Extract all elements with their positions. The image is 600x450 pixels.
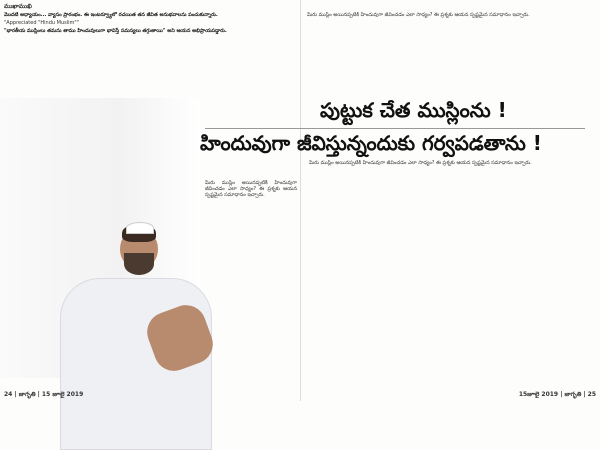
- article-column-left: మీరు ముస్లిం అయినప్పటికీ హిందువుగా జీవించడం ఎలా సాధ్యం? ఈ ప్రశ్నకు ఆయన స్పష్టమైన సమాధానం ఇచ్చారు.: [205, 180, 297, 199]
- section-tag: ముఖాముఖి: [4, 3, 32, 10]
- article-column-right: మీరు ముస్లిం అయినప్పటికీ హిందువుగా జీవించడం ఎలా సాధ్యం? ఈ ప్రశ్నకు ఆయన స్పష్టమైన సమాధానం ఇచ్చారు.: [309, 160, 532, 166]
- beard: [124, 253, 154, 275]
- right-page: [300, 0, 600, 401]
- cap: [126, 222, 154, 234]
- headline-line2: హిందువుగా జీవిస్తున్నందుకు గర్వపడతాను !: [200, 131, 542, 155]
- footer-left: 24 | జాగృతి | 15 జూలై 2019: [4, 391, 84, 398]
- footer-right: 15జూలై 2019 | జాగృతి | 25: [518, 391, 596, 398]
- portrait-photo: [0, 98, 200, 378]
- article-top-text: మీరు ముస్లిం అయినప్పటికీ హిందువుగా జీవించడం ఎలా సాధ్యం? ఈ ప్రశ్నకు ఆయన స్పష్టమైన సమాధానం ఇచ్చారు.: [307, 12, 530, 18]
- headline-line1: పుట్టుక చేత ముస్లింను !: [320, 98, 507, 122]
- headline-rule: [205, 128, 585, 129]
- intro-text: మొదటి అధ్యాయం... వ్యాసం ప్రారంభం. ఈ ఇంటర్వ్యూలో రచయిత తన జీవిత అనుభవాలను పంచుకున్నారు. "Appreciated "Hindu Muslim"" "భారతీయ ముస్లింలు తమను తాము హిందువులుగా భావిస్తే సమస్యలు తగ్గుతాయి" అని ఆయన అభిప్రాయపడ్డారు.: [4, 12, 227, 35]
